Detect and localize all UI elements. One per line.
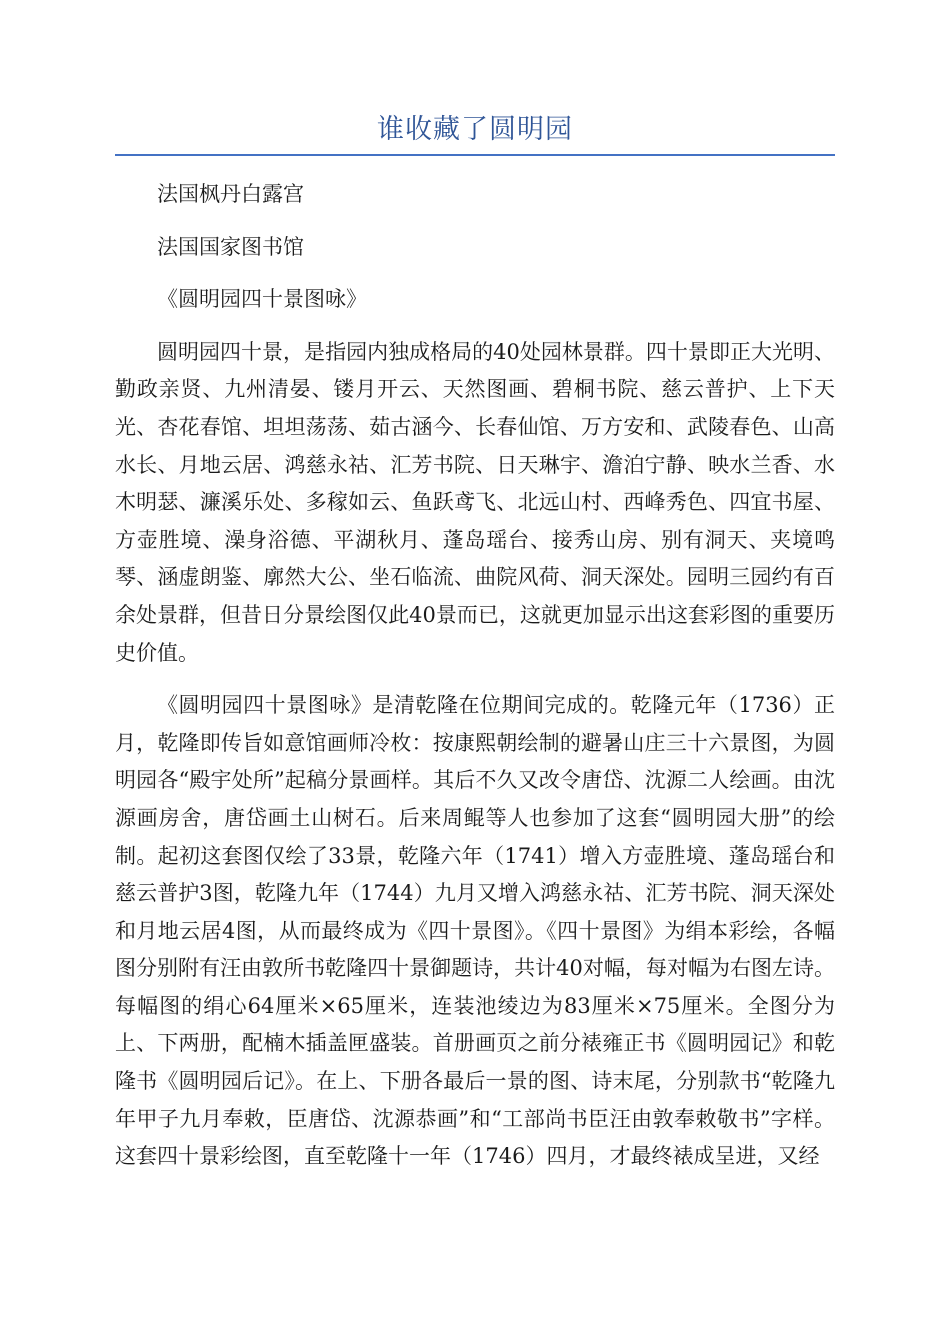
document-body [115,176,835,1191]
title-underline [115,154,835,156]
paragraph-book-title: 《圆明园四十景图咏》 [157,287,367,312]
paragraph-national-library: 法国国家图书馆 [157,234,304,259]
paragraph-history: 《圆明园四十景图咏》是清乾隆在位期间完成的。乾隆元年（1736）正月，乾隆即传旨如意馆画师冷枚：按康熙朝绘制的避暑山庄三十六景图，为圆明园各“殿宇处所”起稿分景画样。其后不久又改令唐岱、沈源二人绘画。由沈源画房舍，唐岱画土山树石。后来周鲲等人也参加了这套“圆明园大册”的绘制。起初这套图仅绘了33景，乾隆六年（1741）增入方壶胜境、蓬岛瑶台和慈云普护3图，乾隆九年（1744）九月又增入鸿慈永祜、汇芳书院、洞天深处和月地云居4图，从而最终成为《四十景图》。《四十景图》为绢本彩绘，各幅图分别附有汪由敦所书乾隆四十景御题诗，共计40对幅，每对幅为右图左诗。每幅图的绢心64厘米×65厘米，连装池绫边为83厘米×75厘米。全图分为上、下两册，配楠木插盖匣盛装。首册画页之前分裱雍正书《圆明园记》和乾隆书《圆明园后记》。在上、下册各最后一景的图、诗末尾，分别款书“乾隆九年甲子九月奉敕，臣唐岱、沈源恭画”和“工部尚书臣汪由敦奉敕敬书”字样。这套四十景彩绘图，直至乾隆十一年（1746）四月，才最终裱成呈进，又经 [115,693,835,1169]
document-title: 谁收藏了圆明园 [377,114,573,145]
paragraph-forty-scenes: 圆明园四十景，是指园内独成格局的40处园林景群。四十景即正大光明、勤政亲贤、九州清晏、镂月开云、天然图画、碧桐书院、慈云普护、上下天光、杏花春馆、坦坦荡荡、茹古涵今、长春仙馆、万方安和、武陵春色、山高水长、月地云居、鸿慈永祜、汇芳书院、日天琳宇、澹泊宁静、映水兰香、水木明瑟、濂溪乐处、多稼如云、鱼跃鸢飞、北远山村、西峰秀色、四宜书屋、方壶胜境、澡身浴德、平湖秋月、蓬岛瑶台、接秀山房、别有洞天、夹境鸣琴、涵虚朗鉴、廓然大公、坐石临流、曲院风荷、洞天深处。园明三园约有百余处景群，但昔日分景绘图仅此40景而已，这就更加显示出这套彩图的重要历史价值。 [115,339,835,665]
paragraph-fontainebleau: 法国枫丹白露宫 [157,182,304,206]
